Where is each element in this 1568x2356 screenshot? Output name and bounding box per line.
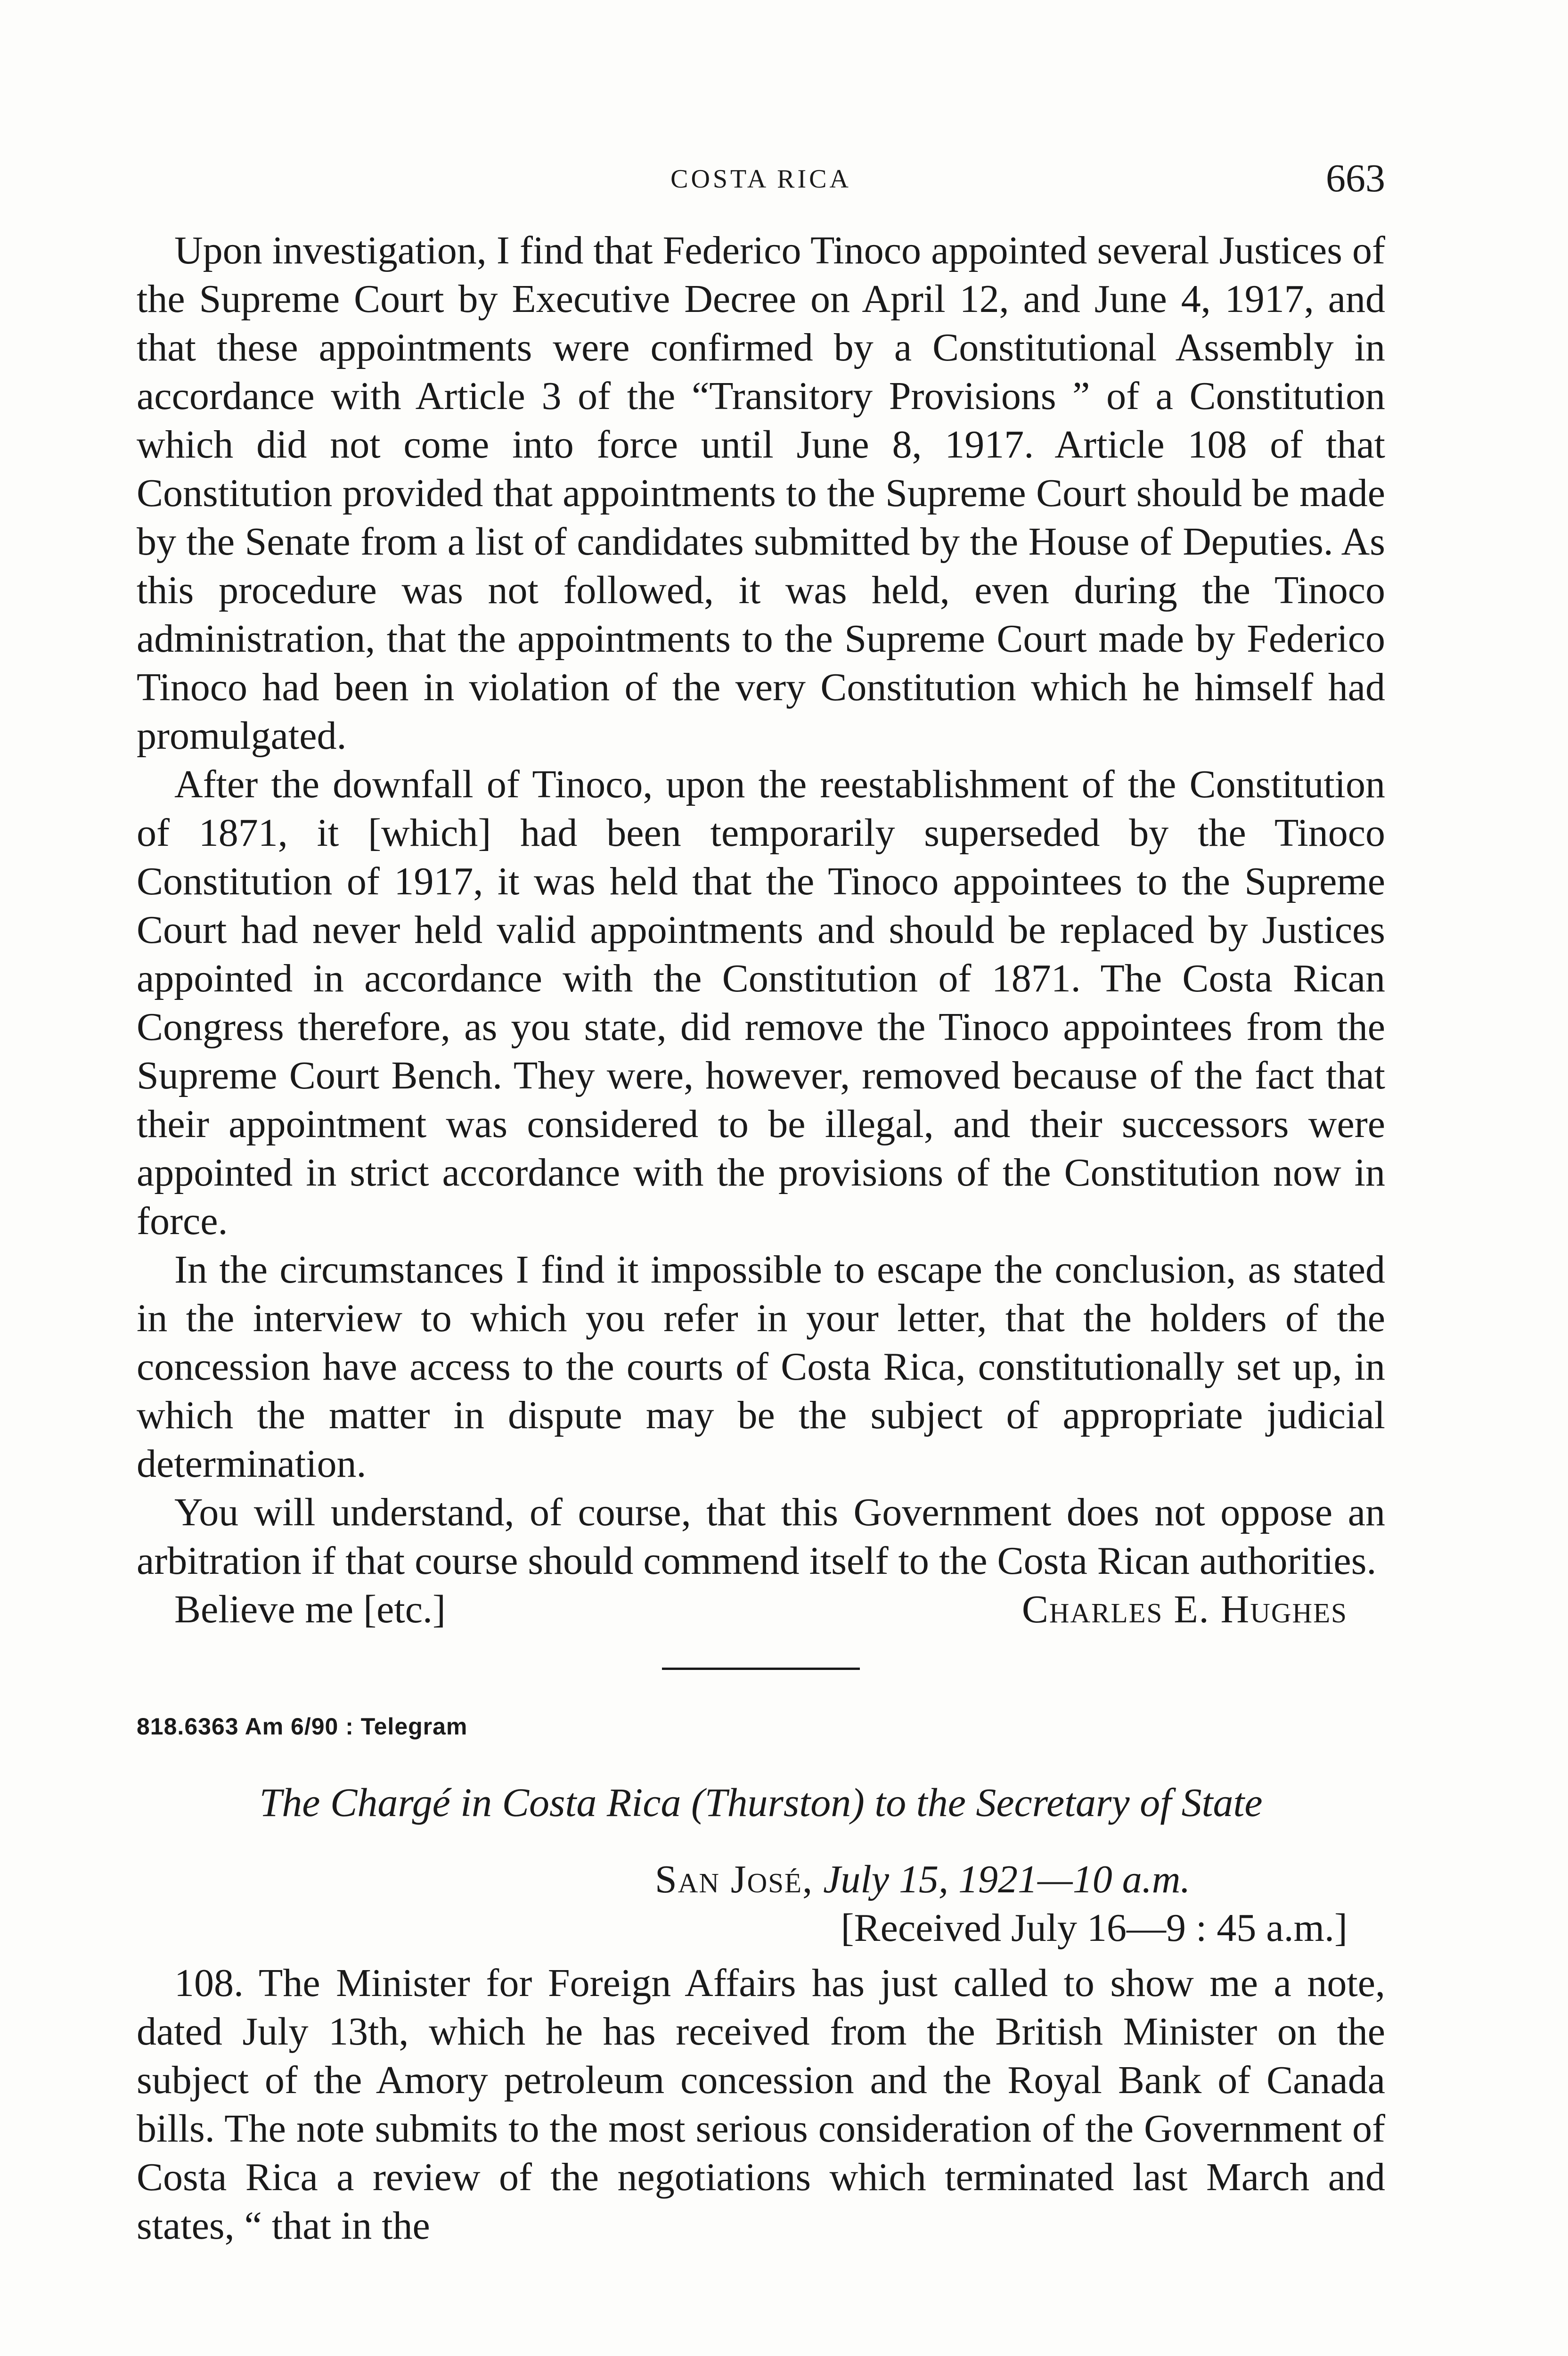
- dateline: [655, 1855, 1385, 1904]
- received-note: [Received July 16—9 : 45 a.m.]: [841, 1906, 1348, 1950]
- running-header: [137, 155, 1385, 207]
- running-title: COSTA RICA: [670, 164, 851, 194]
- letter-paragraph-3: In the circumstances I find it impossible to escape the conclusion, as stated in the interview to which you refer in your letter, that the holders of the concession have access to the courts of Costa Rica, constitutionally set up, in which the matter in dispute may be the subject of appropriate judicial determination.: [137, 1248, 1385, 1486]
- letter-paragraph-2: After the downfall of Tinoco, upon the reestablishment of the Constitution of 1871, it [which] had been temporarily superseded by the Tinoco Constitution of 1917, it was held that the Tinoco appointees to the Supreme Court had never held valid appointments and should be replaced by Justices appointed in accordance with the Constitution of 1871. The Costa Rican Congress therefore, as you state, did remove the Tinoco appointees from the Supreme Court Bench. They were, however, removed because of the fact that their appointment was considered to be illegal, and their successors were appointed in strict accordance with the provisions of the Constitution now in force.: [137, 762, 1385, 1243]
- dateline-place: San José,: [655, 1857, 814, 1901]
- file-reference: 818.6363 Am 6/90 : Telegram: [137, 1713, 468, 1740]
- telegram-paragraph: 108. The Minister for Foreign Affairs has just called to show me a note, dated July 13th, which he has received from the British Minister on the subject of the Amory petroleum concession and the Royal Bank of Canada bills. The note submits to the most serious consideration of the Government of Costa Rica a review of the negotiations which terminated last March and states, “ that in the: [137, 1961, 1385, 2248]
- letter-paragraph-4: You will understand, of course, that this Government does not oppose an arbitration if that course should commend itself to the Costa Rican authorities.: [137, 1490, 1385, 1583]
- page-body: [137, 226, 1385, 2250]
- page-number: 663: [1326, 156, 1385, 200]
- section-divider: [662, 1668, 860, 1670]
- signature: Charles E. Hughes: [1021, 1587, 1348, 1631]
- document-heading: The Chargé in Costa Rica (Thurston) to the Secretary of State: [259, 1780, 1263, 1825]
- closing-salutation: Believe me [etc.]: [174, 1587, 446, 1631]
- letter-signoff: [137, 1585, 1385, 1634]
- dateline-date: July 15, 1921—10 a.m.: [823, 1857, 1191, 1901]
- letter-paragraph-1: Upon investigation, I find that Federico Tinoco appointed several Justices of the Supreme Court by Executive Decree on April 12, and June 4, 1917, and that these appointments were confirmed by a Constitutional Assembly in accordance with Article 3 of the “Transitory Provisions ” of a Constitution which did not come into force until June 8, 1917. Article 108 of that Constitution provided that appointments to the Supreme Court should be made by the Senate from a list of candidates submitted by the House of Deputies. As this procedure was not followed, it was held, even during the Tinoco administration, that the appointments to the Supreme Court made by Federico Tinoco had been in violation of the very Constitution which he himself had promulgated.: [137, 229, 1385, 758]
